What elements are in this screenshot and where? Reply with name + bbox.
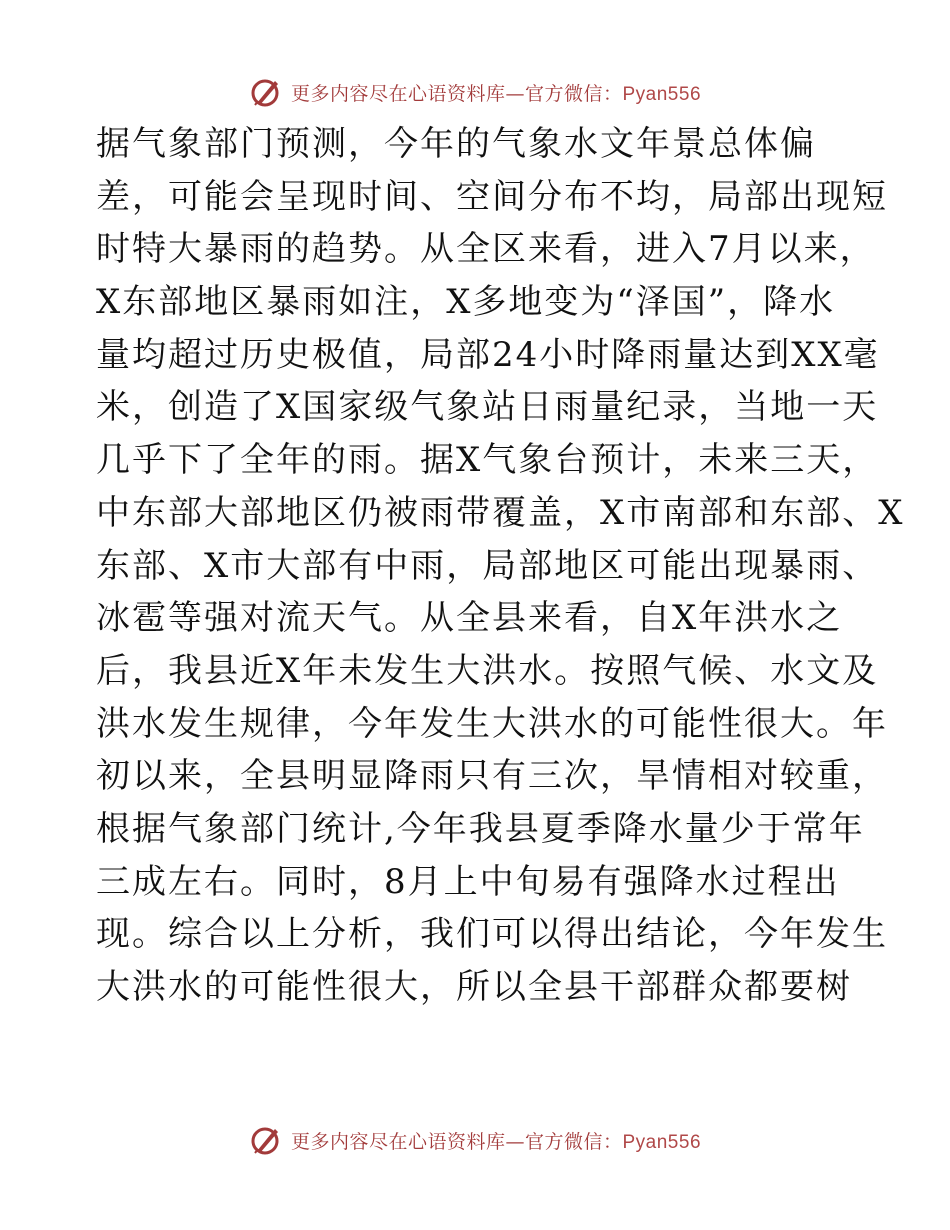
document-body xyxy=(96,118,905,1014)
body-line: 三成左右。同时，8月上中旬易有强降水过程出 xyxy=(96,861,840,902)
body-line: 洪水发生规律，今年发生大洪水的可能性很大。年 xyxy=(96,703,888,744)
body-line: 根据气象部门统计,今年我县夏季降水量少于常年 xyxy=(96,808,865,849)
watermark-brand: Pyan556 xyxy=(622,83,702,105)
body-line: 现。综合以上分析，我们可以得出结论，今年发生 xyxy=(96,914,888,955)
quill-pen-icon xyxy=(249,75,283,109)
footer-watermark xyxy=(0,1120,950,1160)
quill-pen-icon xyxy=(249,1123,283,1157)
body-line: 量均超过历史极值，局部24小时降雨量达到XX毫 xyxy=(96,334,880,375)
body-line: X东部地区暴雨如注，X多地变为“泽国”，降水 xyxy=(96,282,836,323)
body-line: 米，创造了X国家级气象站日雨量纪录，当地一天 xyxy=(96,387,879,428)
watermark-label: 更多内容尽在心语资料库—官方微信： xyxy=(290,82,623,105)
body-line: 初以来，全县明显降雨只有三次，旱情相对较重， xyxy=(96,756,888,797)
body-line: 后，我县近X年未发生大洪水。按照气候、水文及 xyxy=(96,650,879,691)
body-line: 冰雹等强对流天气。从全县来看，自X年洪水之 xyxy=(96,598,843,639)
body-line: 大洪水的可能性很大，所以全县干部群众都要树 xyxy=(96,967,852,1007)
body-line: 差，可能会呈现时间、空间分布不均，局部出现短 xyxy=(96,176,888,217)
watermark-brand: Pyan556 xyxy=(622,1131,702,1153)
body-line: 几乎下了全年的雨。据X气象台预计，未来三天， xyxy=(96,440,879,481)
watermark-text xyxy=(291,79,701,106)
body-line: 中东部大部地区仍被雨带覆盖，X市南部和东部、X xyxy=(96,492,905,533)
body-line: 时特大暴雨的趋势。从全区来看，进入7月以来， xyxy=(96,229,876,270)
header-watermark xyxy=(0,72,950,112)
body-line: 据气象部门预测，今年的气象水文年景总体偏 xyxy=(96,124,816,164)
body-line: 东部、X市大部有中雨，局部地区可能出现暴雨、 xyxy=(96,545,879,586)
watermark-label: 更多内容尽在心语资料库—官方微信： xyxy=(290,1130,623,1153)
watermark-text xyxy=(291,1127,701,1154)
